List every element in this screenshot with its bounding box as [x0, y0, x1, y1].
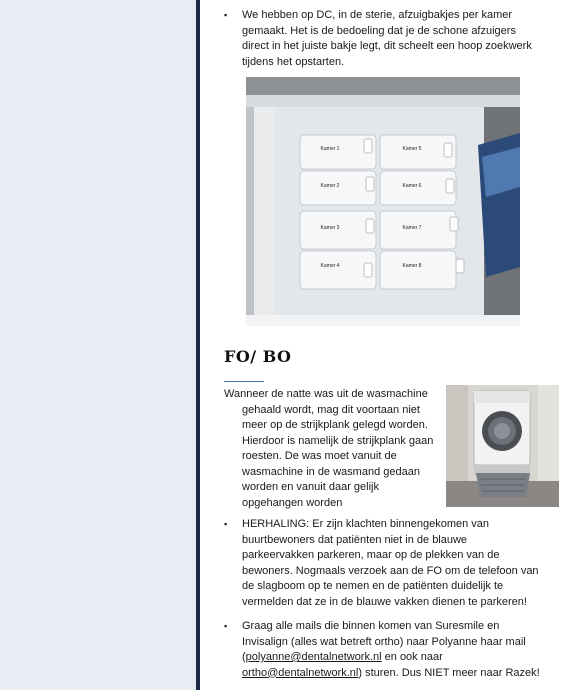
section-heading: FO/ BO [224, 347, 292, 366]
text-line: meer op de strijkplank gelegd worden. [242, 419, 428, 431]
text-line: parkeervakken parkeren, maar op de plekken van de [242, 549, 500, 561]
text-line: Hierdoor is namelijk de strijkplank gaan [242, 434, 434, 447]
text-line: de slagboom op te nemen en de patiënten duidelijk te [242, 580, 504, 592]
washer-paragraph [224, 387, 440, 511]
text-line: vermelden dat ze in de blauwe vakken dienen te parkeren! [242, 595, 527, 608]
bullet-afzuigbakjes [224, 8, 554, 70]
bullet-mails [224, 619, 560, 683]
text-line: Wanneer de natte was uit de wasmachine [224, 388, 428, 400]
drawer-label: Kamer 5 [402, 146, 422, 152]
text-line: bewoners. Nogmaals verzoek aan de FO om de telefoon van [242, 564, 539, 577]
bullet-marker: ▪ [224, 10, 228, 20]
heading-underline [224, 381, 264, 382]
drawer-label: Kamer 3 [320, 225, 340, 231]
drawer-label: Kamer 6 [402, 183, 422, 189]
text-line: direct in het juiste bakje legt, dit scheelt een hoop zoekwerk [242, 40, 532, 52]
sidebar-panel [0, 0, 196, 690]
text-fragment: ) sturen. Dus NIET meer naar Razek! [358, 666, 540, 679]
drawer-photo [246, 77, 520, 326]
bullet-text [242, 619, 540, 681]
text-line: wasmachine in de wasmand gedaan [242, 465, 420, 478]
bullet-text [242, 517, 539, 610]
text-fragment: en ook naar [381, 651, 443, 663]
bullet-marker: ▪ [224, 519, 228, 529]
drawer-label: Kamer 2 [320, 183, 340, 189]
text-line: worden en vanuit daar gelijk [242, 481, 379, 493]
bullet-text [242, 8, 532, 70]
text-line: buurtbewoners dat patiënten niet in de blauwe [242, 533, 468, 546]
text-line [242, 650, 540, 666]
text-line: gehaald wordt, mag dit voortaan niet [242, 403, 420, 416]
text-line [242, 666, 540, 682]
text-line: HERHALING: Er zijn klachten binnengekomen van [242, 518, 490, 530]
email-link-ortho[interactable]: ortho@dentalnetwork.nl [242, 666, 359, 679]
text-line: tijdens het opstarten. [242, 55, 345, 68]
text-line: gemaakt. Het is de bedoeling dat je de schone afzuigers [242, 24, 516, 37]
email-link-polyanne[interactable]: polyanne@dentalnetwork.nl [245, 651, 382, 663]
bullet-parkeren [224, 517, 560, 612]
text-line: Graag alle mails die binnen komen van Suresmile en [242, 620, 500, 632]
text-line: opgehangen worden [242, 496, 343, 509]
bullet-marker: ▪ [224, 621, 228, 631]
drawer-label: Kamer 7 [402, 225, 422, 231]
text-line: roesten. De was moet vanuit de [242, 450, 397, 462]
drawer-label: Kamer 8 [402, 263, 422, 269]
paren-open: ( [242, 651, 246, 663]
washing-machine-photo [446, 385, 559, 507]
drawer-label: Kamer 4 [320, 263, 340, 269]
text-line: Invisalign (alles wat betreft ortho) naar Polyanne haar mail [242, 635, 526, 648]
text-line: We hebben op DC, in de sterie, afzuigbakjes per kamer [242, 9, 513, 21]
drawer-label: Kamer 1 [320, 146, 340, 152]
